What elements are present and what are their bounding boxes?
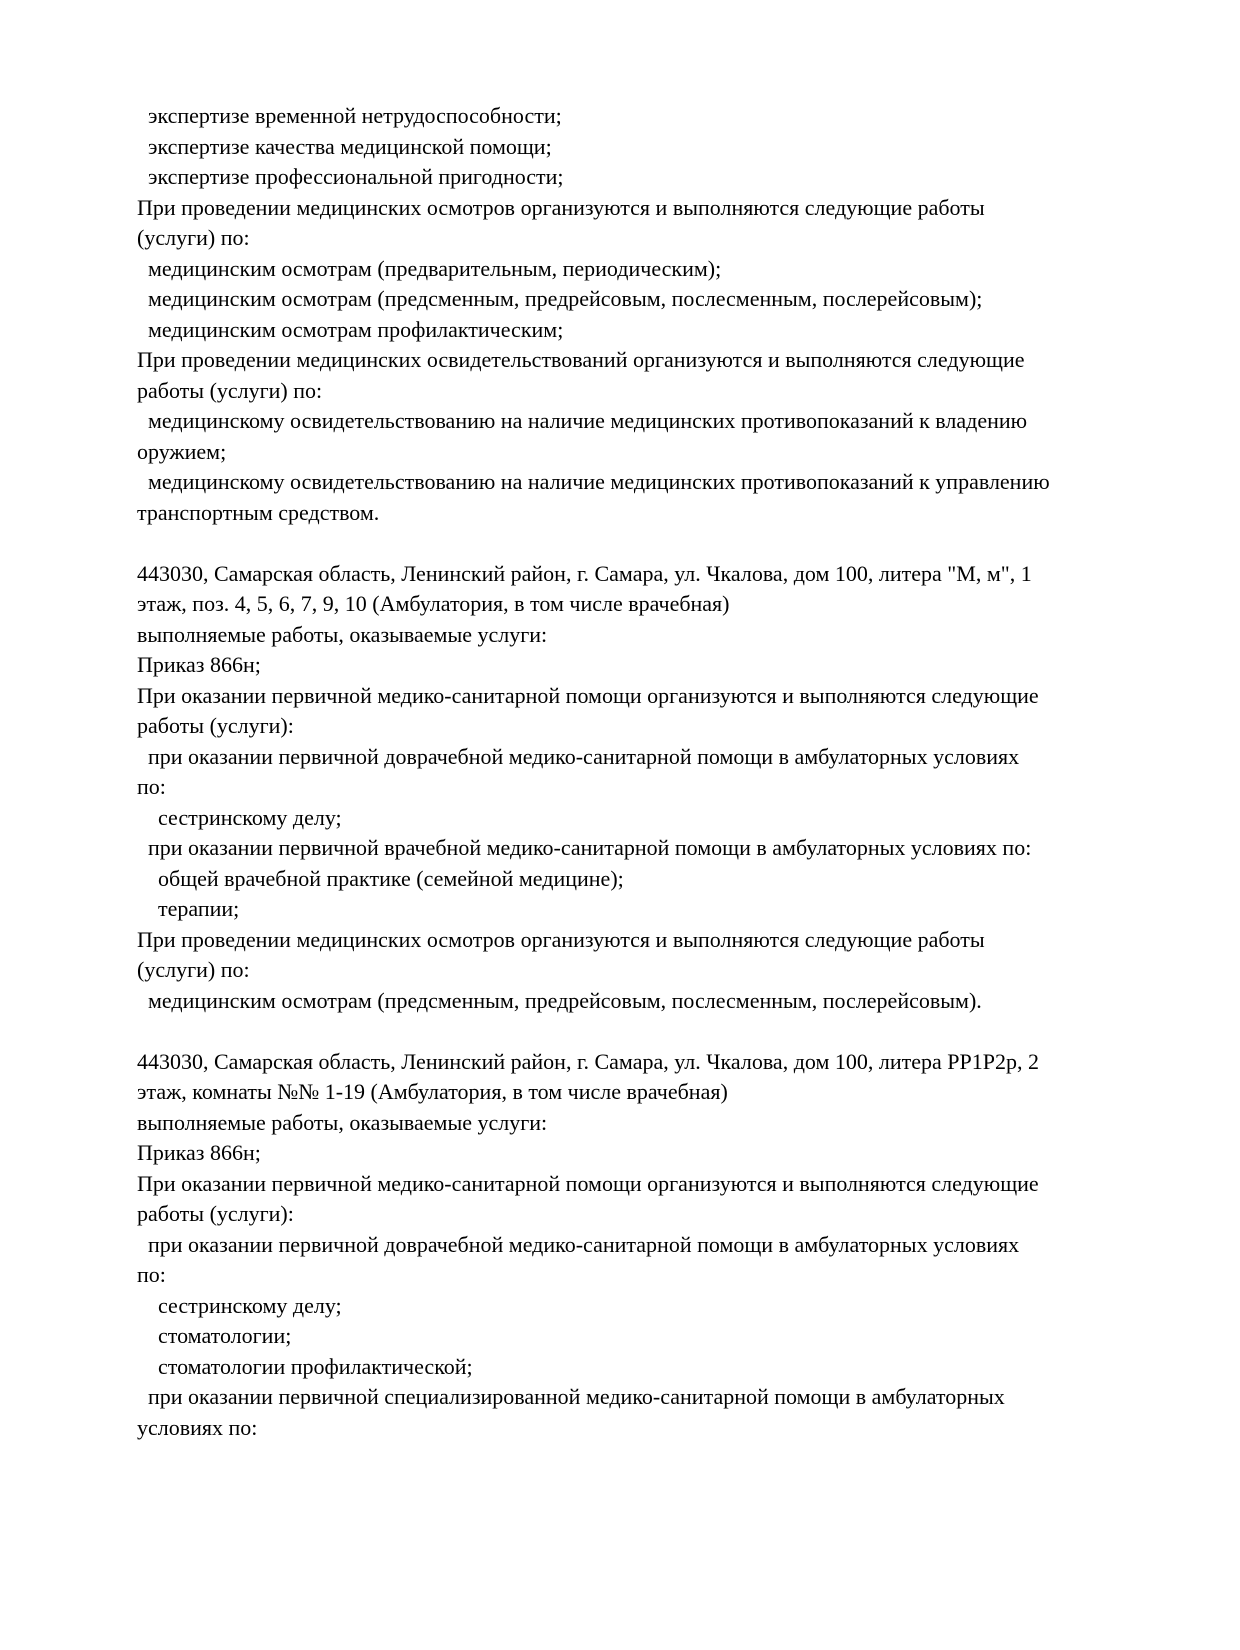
document-line: стоматологии;	[158, 1323, 292, 1348]
document-line: общей врачебной практике (семейной медицине);	[158, 865, 624, 891]
document-line: (услуги) по:	[137, 225, 250, 250]
document-line: медицинским осмотрам (предварительным, периодическим);	[148, 255, 722, 281]
document-line: При проведении медицинских осмотров организуются и выполняются следующие работы	[137, 194, 985, 220]
document-line: условиях по:	[137, 1414, 258, 1440]
document-line: экспертизе качества медицинской помощи;	[148, 133, 552, 159]
document-line: этаж, поз. 4, 5, 6, 7, 9, 10 (Амбулатория, в том числе врачебная)	[137, 591, 730, 616]
document-line	[137, 1016, 1197, 1047]
document-line: стоматологии профилактической;	[158, 1353, 473, 1379]
document-line: (услуги) по:	[137, 957, 250, 982]
document-line: при оказании первичной доврачебной медико-санитарной помощи в амбулаторных условиях	[148, 1231, 1020, 1257]
document-line: сестринскому делу;	[158, 1292, 342, 1318]
document-line: этаж, комнаты №№ 1-19 (Амбулатория, в том числе врачебная)	[137, 1079, 728, 1104]
document-line: по:	[137, 774, 166, 799]
document-line: экспертизе временной нетрудоспособности;	[148, 103, 562, 128]
document-line: экспертизе профессиональной пригодности;	[148, 164, 564, 189]
document-line: работы (услуги):	[137, 1201, 294, 1226]
document-line: 443030, Самарская область, Ленинский район, г. Самара, ул. Чкалова, дом 100, литера "М, м", 1	[137, 560, 1032, 586]
document-line: При проведении медицинских осмотров организуются и выполняются следующие работы	[137, 926, 985, 952]
document-line: сестринскому делу;	[158, 804, 342, 830]
document-line	[137, 528, 1197, 559]
document-line: 443030, Самарская область, Ленинский район, г. Самара, ул. Чкалова, дом 100, литера РР1Р2р, 2	[137, 1048, 1039, 1074]
document-line: при оказании первичной врачебной медико-санитарной помощи в амбулаторных условиях по:	[148, 835, 1032, 860]
document-line: При оказании первичной медико-санитарной помощи организуются и выполняются следующие	[137, 682, 1039, 708]
document-line: Приказ 866н;	[137, 652, 261, 677]
document-line: работы (услуги) по:	[137, 377, 323, 403]
document-line: медицинскому освидетельствованию на наличие медицинских противопоказаний к владению	[148, 408, 1028, 433]
document-line: медицинским осмотрам профилактическим;	[148, 316, 564, 342]
document-line: выполняемые работы, оказываемые услуги:	[137, 1109, 548, 1135]
document-line: терапии;	[158, 896, 240, 921]
document-line: при оказании первичной доврачебной медико-санитарной помощи в амбулаторных условиях	[148, 743, 1020, 769]
license-text-block	[137, 101, 1197, 1443]
document-line: При оказании первичной медико-санитарной помощи организуются и выполняются следующие	[137, 1170, 1039, 1196]
document-line: Приказ 866н;	[137, 1140, 261, 1165]
document-line: При проведении медицинских освидетельствований организуются и выполняются следующие	[137, 347, 1025, 372]
document-line: при оказании первичной специализированной медико-санитарной помощи в амбулаторных	[148, 1384, 1005, 1409]
document-line: медицинским осмотрам (предсменным, предрейсовым, послесменным, послерейсовым).	[148, 987, 982, 1013]
document-line: медицинскому освидетельствованию на наличие медицинских противопоказаний к управлению	[148, 469, 1050, 494]
document-line: транспортным средством.	[137, 499, 380, 525]
document-line: выполняемые работы, оказываемые услуги:	[137, 621, 548, 647]
document-line: медицинским осмотрам (предсменным, предрейсовым, послесменным, послерейсовым);	[148, 286, 983, 311]
document-line: оружием;	[137, 438, 227, 464]
document-line: работы (услуги):	[137, 713, 294, 738]
document-line: по:	[137, 1262, 166, 1287]
